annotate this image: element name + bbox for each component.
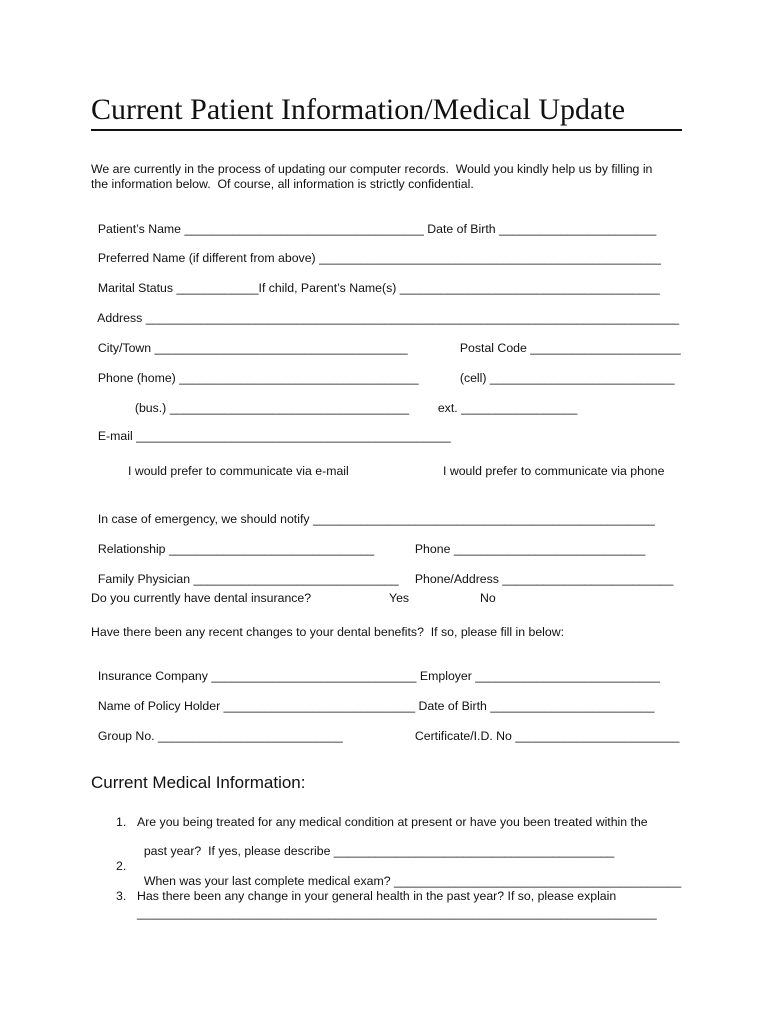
question-1-line-2 — [137, 829, 614, 859]
email-label: E-mail — [97, 429, 133, 443]
intro-line-1: We are currently in the process of updating our computer records. Would you kindly help us by filling in — [91, 162, 653, 176]
relationship-row — [91, 527, 374, 557]
pref-email-option[interactable]: I would prefer to communicate via e-mail — [128, 464, 349, 478]
phone-address-field[interactable]: _________________________ — [502, 572, 674, 586]
pref-phone-option[interactable]: I would prefer to communicate via phone — [443, 464, 665, 478]
relationship-field[interactable]: ______________________________ — [168, 542, 375, 556]
question-3-number: 3. — [116, 889, 127, 903]
dob-label: Date of Birth — [427, 222, 496, 236]
address-field[interactable]: ______________________________________________________________________________ — [145, 311, 680, 325]
dob-field[interactable]: _______________________ — [499, 222, 657, 236]
emergency-label: In case of emergency, we should notify — [97, 512, 310, 526]
dental-insurance-yes[interactable]: Yes — [389, 591, 410, 605]
question-3-text: Has there been any change in your general health in the past year? If so, please explain — [137, 889, 617, 903]
physician-row — [91, 557, 399, 587]
question-1-text: past year? If yes, please describe — [143, 844, 331, 858]
ext-label: ext. — [437, 401, 458, 415]
employer-field[interactable]: ___________________________ — [475, 669, 660, 683]
preferred-name-row — [91, 236, 661, 266]
question-2-number: 2. — [116, 859, 127, 873]
physician-field[interactable]: ______________________________ — [193, 572, 399, 586]
preferred-name-label: Preferred Name (if different from above) — [97, 251, 316, 265]
dental-insurance-question: Do you currently have dental insurance? — [91, 591, 312, 605]
marital-status-field[interactable]: ____________ — [176, 281, 259, 295]
bus-label: (bus.) — [134, 401, 167, 415]
city-field[interactable]: _____________________________________ — [154, 341, 408, 355]
marital-status-label: Marital Status — [97, 281, 174, 295]
title-rule — [91, 129, 682, 131]
phone-address-label: Phone/Address — [414, 572, 499, 586]
email-row — [91, 414, 451, 444]
insurance-company-label: Insurance Company — [97, 669, 208, 683]
relationship-label: Relationship — [97, 542, 166, 556]
question-3-field[interactable]: ____________________________________________________________________________ — [137, 906, 657, 920]
city-row — [91, 326, 408, 356]
page-title: Current Patient Information/Medical Update — [91, 93, 626, 126]
physician-label: Family Physician — [97, 572, 191, 586]
emergency-field[interactable]: __________________________________________________ — [312, 512, 655, 526]
postal-field[interactable]: ______________________ — [530, 341, 681, 355]
certificate-field[interactable]: ________________________ — [515, 729, 680, 743]
phone-address-row — [408, 557, 673, 587]
cell-row — [453, 356, 675, 386]
question-1-line-1: Are you being treated for any medical condition at present or have you been treated within the — [137, 815, 648, 829]
group-label: Group No. — [97, 729, 155, 743]
insurance-company-row — [91, 654, 660, 684]
ext-field[interactable]: _________________ — [461, 401, 578, 415]
marital-status-row — [91, 266, 660, 296]
ext-row — [431, 386, 577, 416]
cell-label: (cell) — [459, 371, 487, 385]
phone-home-label: Phone (home) — [97, 371, 176, 385]
bus-field[interactable]: ___________________________________ — [169, 401, 410, 415]
certificate-label: Certificate/I.D. No — [414, 729, 512, 743]
phone-home-row — [91, 356, 419, 386]
parents-name-label: If child, Parent’s Name(s) — [258, 281, 397, 295]
policy-holder-label: Name of Policy Holder — [97, 699, 221, 713]
postal-label: Postal Code — [459, 341, 527, 355]
emergency-phone-row — [408, 527, 645, 557]
address-row — [91, 296, 679, 326]
employer-label: Employer — [419, 669, 472, 683]
medical-section-heading: Current Medical Information: — [91, 773, 306, 792]
group-field[interactable]: ___________________________ — [158, 729, 343, 743]
city-label: City/Town — [97, 341, 152, 355]
policy-holder-dob-label: Date of Birth — [418, 699, 487, 713]
postal-row — [453, 326, 681, 356]
cell-field[interactable]: ___________________________ — [489, 371, 675, 385]
policy-holder-field[interactable]: ____________________________ — [223, 699, 416, 713]
patient-name-label: Patient’s Name — [97, 222, 182, 236]
question-2-text: When was your last complete medical exam? — [143, 874, 391, 888]
question-2-row — [137, 859, 681, 889]
emergency-phone-field[interactable]: ____________________________ — [453, 542, 646, 556]
email-field[interactable]: ______________________________________________ — [136, 429, 451, 443]
benefits-changes-text: Have there been any recent changes to your dental benefits? If so, please fill in below: — [91, 625, 565, 639]
group-row — [91, 714, 343, 744]
emergency-phone-label: Phone — [414, 542, 451, 556]
question-1-field[interactable]: _________________________________________ — [333, 844, 615, 858]
question-1-number: 1. — [116, 815, 127, 829]
policy-holder-row — [91, 684, 654, 714]
emergency-row — [91, 497, 655, 527]
certificate-row — [408, 714, 679, 744]
intro-line-2: the information below. Of course, all information is strictly confidential. — [91, 177, 474, 191]
policy-holder-dob-field[interactable]: ________________________ — [490, 699, 655, 713]
address-label: Address — [97, 311, 143, 325]
question-2-field[interactable]: __________________________________________ — [394, 874, 682, 888]
dental-insurance-no[interactable]: No — [480, 591, 496, 605]
parents-name-field[interactable]: ______________________________________ — [399, 281, 660, 295]
insurance-company-field[interactable]: ______________________________ — [211, 669, 417, 683]
phone-home-field[interactable]: ___________________________________ — [179, 371, 419, 385]
patient-name-field[interactable]: ___________________________________ — [184, 222, 424, 236]
preferred-name-field[interactable]: __________________________________________________ — [319, 251, 662, 265]
bus-row — [128, 386, 409, 416]
patient-name-row — [91, 207, 656, 237]
